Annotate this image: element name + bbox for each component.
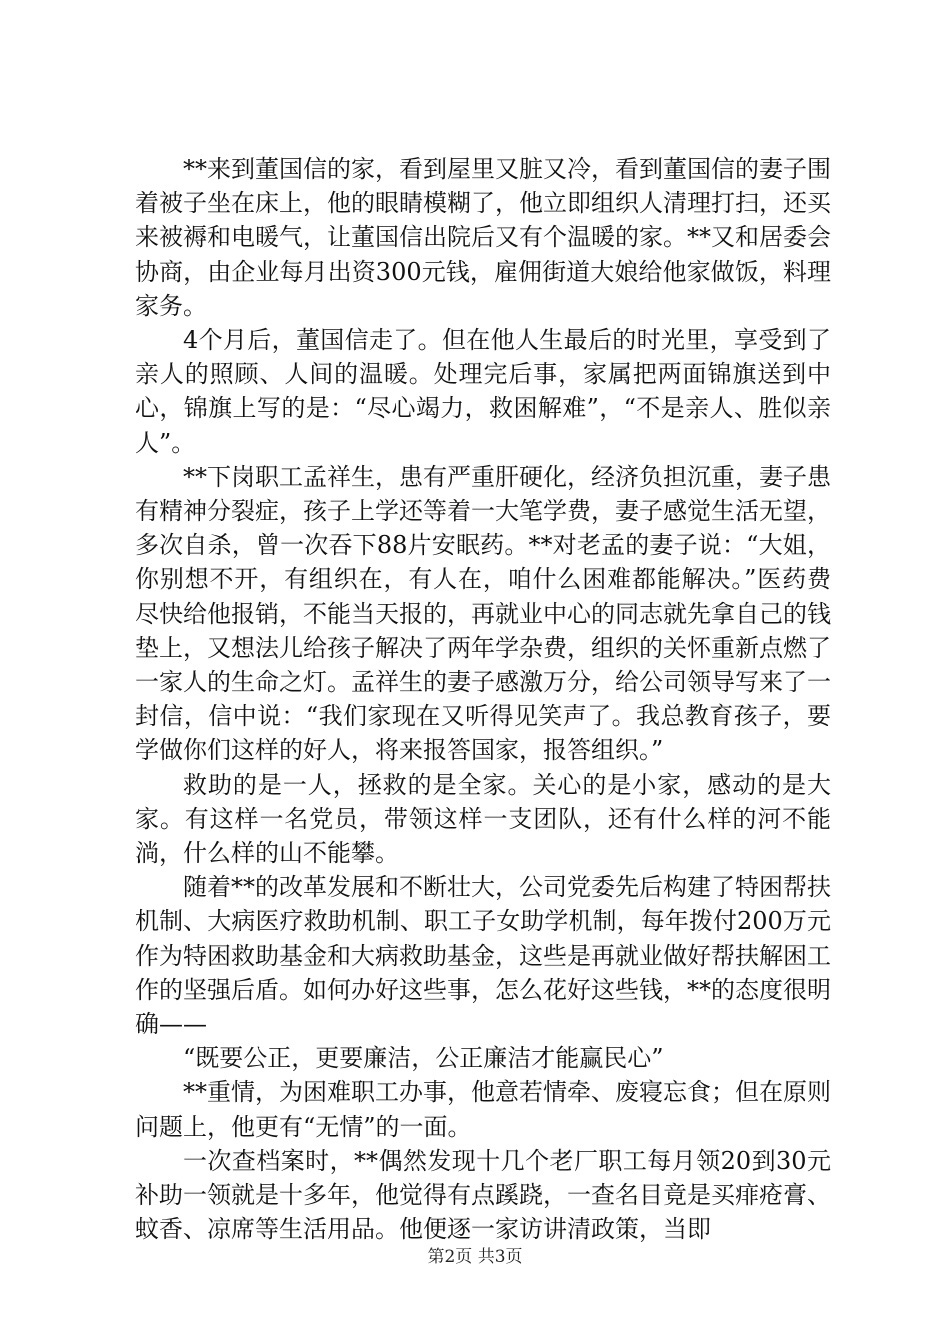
paragraph-8: 一次查档案时，**偶然发现十几个老厂职工每月领20到30元补助一领就是十多年，他觉得有点蹊跷，一查名目竟是买痱疮膏、蚊香、凉席等生活用品。他便逐一家访讲清政策，当即 xyxy=(135,1146,831,1244)
paragraph-4: 救助的是一人，拯救的是全家。关心的是小家，感动的是大家。有这样一名党员，带领这样一支团队，还有什么样的河不能淌，什么样的山不能攀。 xyxy=(135,770,831,868)
body-text xyxy=(135,152,831,1247)
paragraph-5: 随着**的改革发展和不断壮大，公司党委先后构建了特困帮扶机制、大病医疗救助机制、职工子女助学机制，每年拨付200万元作为特困救助基金和大病救助基金，这些是再就业做好帮扶解困工作的坚强后盾。如何办好这些事，怎么花好这些钱，**的态度很明确—— xyxy=(135,873,831,1039)
page-footer: 第2页 共3页 xyxy=(427,1247,523,1267)
paragraph-7: **重情，为困难职工办事，他意若情牵、废寝忘食；但在原则问题上，他更有“无情”的一面。 xyxy=(135,1078,831,1141)
paragraph-1: **来到董国信的家，看到屋里又脏又冷，看到董国信的妻子围着被子坐在床上，他的眼睛模糊了，他立即组织人清理打扫，还买来被褥和电暖气，让董国信出院后又有个温暖的家。**又和居委会协商，由企业每月出资300元钱，雇佣街道大娘给他家做饭，料理家务。 xyxy=(135,155,831,320)
paragraph-3: **下岗职工孟祥生，患有严重肝硬化，经济负担沉重，妻子患有精神分裂症，孩子上学还等着一大笔学费，妻子感觉生活无望，多次自杀，曾一次吞下88片安眠药。**对老孟的妻子说：“大姐，你别想不开，有组织在，有人在，咱什么困难都能解决。”医药费尽快给他报销，不能当天报的，再就业中心的同志就先拿自己的钱垫上，又想法儿给孩子解决了两年学杂费，组织的关怀重新点燃了一家人的生命之灯。孟祥生的妻子感激万分，给公司领导写来了一封信，信中说：“我们家现在又听得见笑声了。我总教育孩子，要学做你们这样的好人，将来报答国家，报答组织。” xyxy=(135,462,831,765)
paragraph-2: 4个月后，董国信走了。但在他人生最后的时光里，享受到了亲人的照顾、人间的温暖。处理完后事，家属把两面锦旗送到中心，锦旗上写的是：“尽心竭力，救困解难”，“不是亲人、胜似亲人”。 xyxy=(135,326,831,457)
paragraph-6: “既要公正，更要廉洁，公正廉洁才能赢民心” xyxy=(183,1044,664,1073)
